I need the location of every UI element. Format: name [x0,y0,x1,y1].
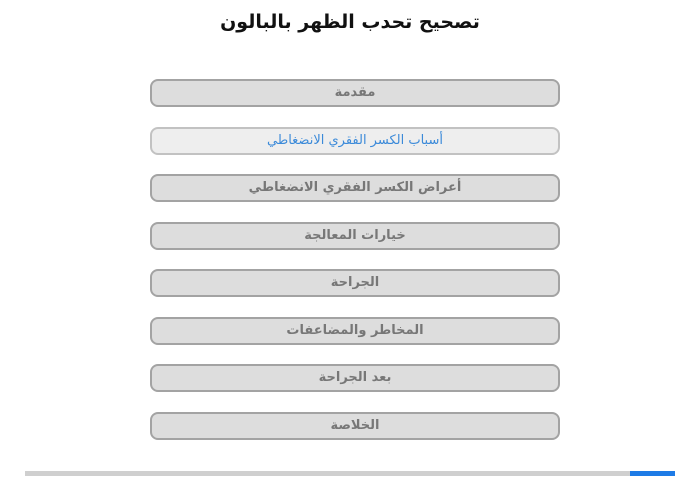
progress-bar [25,471,675,476]
menu-item-introduction[interactable]: مقدمة [150,79,560,107]
menu-item-causes[interactable]: أسباب الكسر الفقري الانضغاطي [150,127,560,155]
chapter-menu [150,79,560,459]
menu-item-risks[interactable]: المخاطر والمضاعفات [150,317,560,345]
menu-item-treatment-options[interactable]: خيارات المعالجة [150,222,560,250]
menu-item-symptoms[interactable]: أعراض الكسر الفقري الانضغاطي [150,174,560,202]
progress-bar-fill [630,471,676,476]
page-title: تصحيح تحدب الظهر بالبالون [220,11,480,33]
menu-item-summary[interactable]: الخلاصة [150,412,560,440]
menu-item-after-surgery[interactable]: بعد الجراحة [150,364,560,392]
menu-item-surgery[interactable]: الجراحة [150,269,560,297]
